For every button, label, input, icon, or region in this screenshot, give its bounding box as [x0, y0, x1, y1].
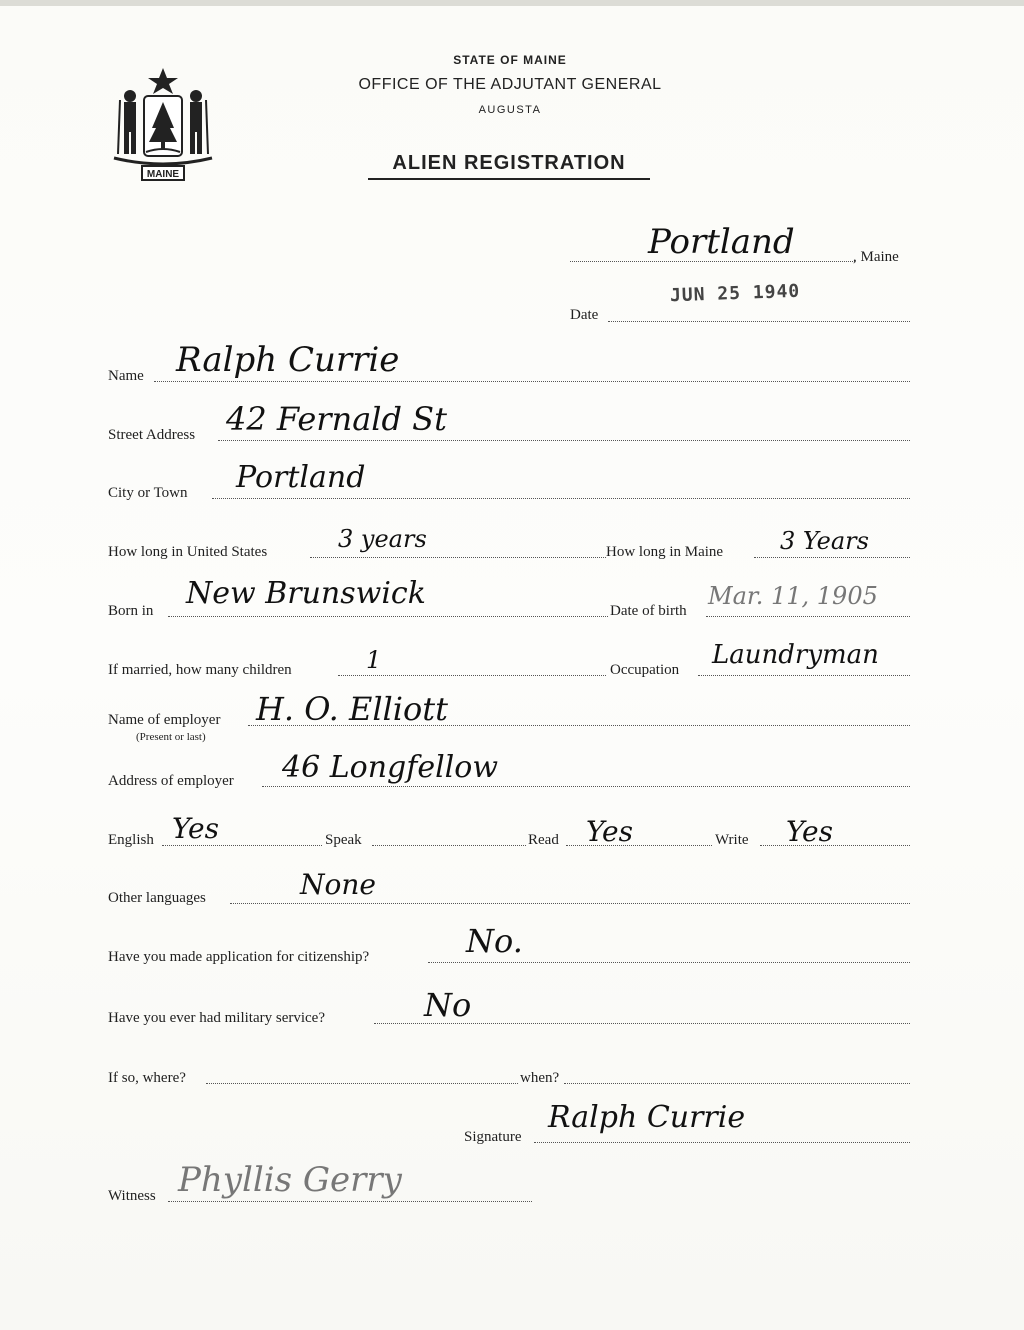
read-label: Read — [528, 832, 559, 848]
employer-address-value: 46 Longfellow — [282, 750, 499, 785]
city-value: Portland — [236, 460, 366, 495]
citizenship-value: No. — [466, 922, 523, 960]
header-office: OFFICE OF THE ADJUTANT GENERAL — [358, 76, 662, 93]
when-label: when? — [520, 1070, 560, 1086]
employer-label: Name of employer — [108, 712, 221, 728]
other-languages-value: None — [300, 868, 376, 901]
name-line — [154, 381, 910, 382]
form-title: ALIEN REGISTRATION — [368, 152, 650, 180]
other-languages-line — [230, 903, 910, 904]
military-label: Have you ever had military service? — [108, 1010, 325, 1026]
employer-value: H. O. Elliott — [256, 690, 448, 728]
city-line — [212, 498, 910, 499]
maine-state-seal-icon — [110, 66, 216, 184]
witness-value: Phyllis Gerry — [178, 1160, 402, 1200]
date-line — [608, 321, 910, 322]
born-line — [168, 616, 608, 617]
english-label: English — [108, 832, 154, 848]
signature-line — [534, 1142, 910, 1143]
write-value: Yes — [786, 815, 833, 848]
maine-label: , Maine — [853, 249, 899, 265]
born-label: Born in — [108, 603, 154, 619]
us-time-line — [310, 557, 606, 558]
witness-line — [168, 1201, 532, 1202]
citizenship-label: Have you made application for citizenship? — [108, 949, 370, 965]
children-line — [338, 675, 606, 676]
witness-label: Witness — [108, 1188, 156, 1204]
speak-line — [372, 845, 526, 846]
children-label: If married, how many children — [108, 662, 292, 678]
us-time-label: How long in United States — [108, 544, 268, 560]
born-value: New Brunswick — [186, 576, 426, 611]
signature-value: Ralph Currie — [548, 1100, 746, 1135]
seal-motto: MAINE — [146, 169, 180, 180]
maine-time-line — [754, 557, 910, 558]
citizenship-line — [428, 962, 910, 963]
scan-edge — [0, 0, 1024, 6]
street-label: Street Address — [108, 427, 196, 443]
english-value: Yes — [172, 812, 219, 845]
signature-label: Signature — [464, 1129, 522, 1145]
maine-time-value: 3 Years — [780, 527, 869, 555]
header-state: STATE OF MAINE — [453, 53, 567, 67]
employer-address-label: Address of employer — [108, 773, 234, 789]
dob-line — [706, 616, 910, 617]
name-label: Name — [108, 368, 144, 384]
employer-note: (Present or last) — [136, 731, 206, 743]
occupation-value: Laundryman — [712, 640, 879, 670]
military-value: No — [424, 986, 472, 1024]
dob-label: Date of birth — [610, 603, 687, 619]
children-value: 1 — [366, 646, 382, 674]
employer-address-line — [262, 786, 910, 787]
maine-time-label: How long in Maine — [606, 544, 724, 560]
english-line — [162, 845, 322, 846]
city-label: City or Town — [108, 485, 188, 501]
dob-value: Mar. 11, 1905 — [708, 582, 878, 610]
where-label: If so, where? — [108, 1070, 186, 1086]
header-city: AUGUSTA — [478, 104, 542, 116]
us-time-value: 3 years — [338, 525, 427, 553]
when-line — [564, 1083, 910, 1084]
speak-label: Speak — [325, 832, 362, 848]
date-label: Date — [570, 307, 599, 323]
street-line — [218, 440, 910, 441]
occupation-line — [698, 675, 910, 676]
where-line — [206, 1083, 518, 1084]
write-line — [760, 845, 910, 846]
date-stamp: JUN 25 1940 — [669, 280, 801, 307]
occupation-label: Occupation — [610, 662, 680, 678]
write-label: Write — [715, 832, 749, 848]
name-value: Ralph Currie — [176, 340, 400, 380]
read-value: Yes — [586, 815, 633, 848]
town-value: Portland — [648, 222, 795, 262]
street-value: 42 Fernald St — [226, 400, 447, 438]
other-languages-label: Other languages — [108, 890, 206, 906]
